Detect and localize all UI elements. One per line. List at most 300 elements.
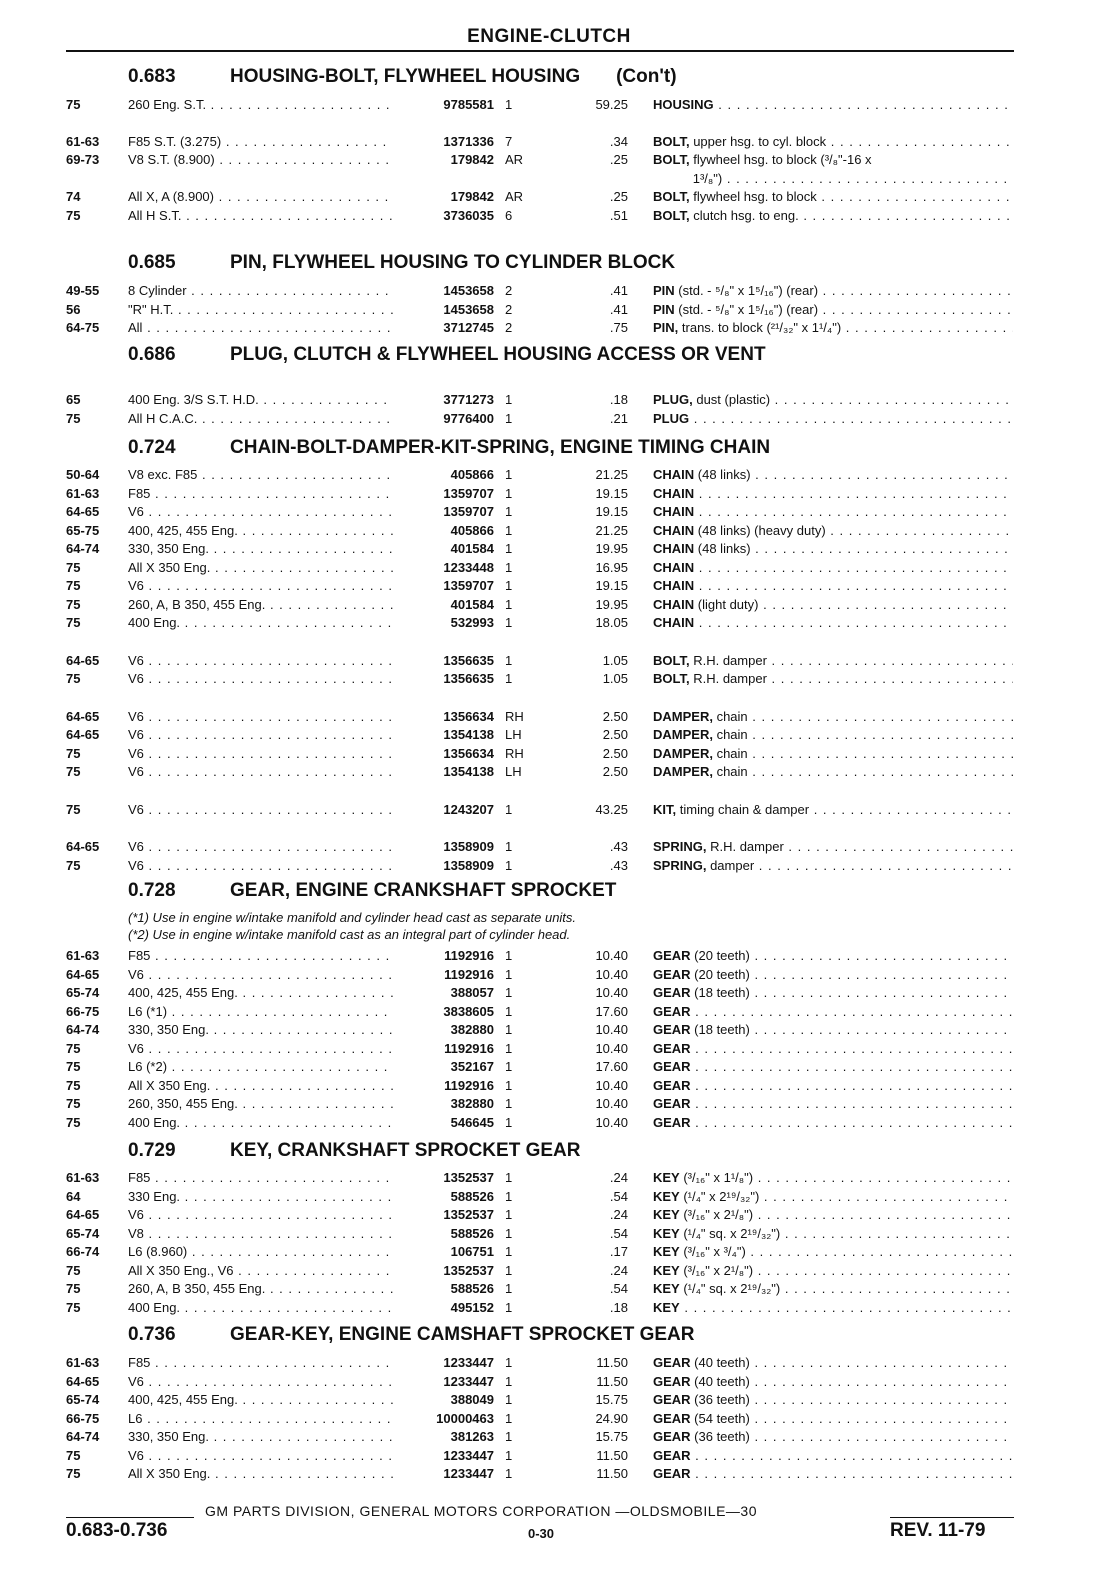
cell-application: V6 . . . [128, 503, 393, 521]
cell-price: 1.05 [602, 652, 628, 668]
cell-part-number: 1192916 [444, 1077, 494, 1093]
table-row [0, 1058, 1098, 1076]
cell-years: 65-75 [66, 522, 100, 538]
cell-part-number: 1192916 [444, 966, 494, 982]
cell-years: 65-74 [66, 1392, 100, 1407]
cell-description [653, 857, 1013, 875]
cell-application: 260, A, B 350, 455 Eng. . . . [128, 596, 393, 614]
cell-years: 75 [66, 671, 81, 686]
description-keyword: PIN [653, 283, 675, 298]
section-title: KEY, CRANKSHAFT SPROCKET GEAR [230, 1140, 581, 1161]
table-row [0, 391, 1098, 409]
cell-years: 75 [66, 1447, 81, 1463]
cell-price: 16.95 [595, 559, 628, 575]
cell-description [653, 1077, 1013, 1095]
cell-part-number: 9776400 [443, 410, 494, 426]
description-keyword: GEAR [653, 1022, 691, 1037]
description-detail: (¹/₄" x 2¹⁹/₃₂") [679, 1188, 760, 1204]
description-keyword: CHAIN [653, 522, 695, 538]
table-row [0, 1447, 1098, 1465]
cell-quantity: 1 [505, 966, 513, 982]
cell-years: 75 [66, 615, 81, 630]
cell-application: V6 . . . [128, 857, 393, 875]
cell-part-number: 382880 [450, 1096, 494, 1111]
cell-price: 19.95 [595, 596, 628, 612]
cell-description [653, 801, 1013, 819]
cell-price: 19.15 [595, 578, 628, 593]
table-row [0, 670, 1098, 688]
description-keyword: GEAR [653, 948, 691, 963]
cell-quantity: LH [505, 764, 522, 779]
cell-quantity: 1 [505, 1022, 513, 1037]
description-detail: (40 teeth) [690, 1373, 750, 1389]
cell-description [653, 726, 1013, 744]
cell-years: 56 [66, 301, 81, 317]
section-number: 0.686 [128, 344, 176, 365]
cell-part-number: 3736035 [443, 207, 494, 223]
cell-part-number: 405866 [450, 467, 494, 482]
cell-quantity: 1 [505, 1114, 513, 1130]
description-keyword: KEY [653, 1170, 680, 1185]
description-keyword: SPRING, [653, 857, 707, 873]
table-row [0, 559, 1098, 577]
cell-application: V8 S.T. (8.900) . . . [128, 151, 393, 169]
cell-description [653, 1095, 1013, 1113]
description-keyword: KEY [653, 1281, 680, 1296]
description-keyword: GEAR [653, 1429, 691, 1444]
section-title: GEAR-KEY, ENGINE CAMSHAFT SPROCKET GEAR [230, 1324, 695, 1345]
description-keyword: KEY [653, 1244, 680, 1259]
cell-application: L6 (8.960) . . . [128, 1243, 393, 1261]
cell-quantity: 1 [505, 839, 513, 854]
cell-description [653, 1206, 1013, 1224]
table-row [0, 540, 1098, 558]
cell-application: V6 . . . [128, 838, 393, 856]
description-keyword: KIT, [653, 801, 677, 817]
cell-price: .25 [609, 189, 628, 204]
cell-years: 75 [66, 1059, 81, 1074]
description-keyword: CHAIN [653, 504, 695, 519]
table-row [0, 1114, 1098, 1132]
description-detail: (36 teeth) [690, 1392, 750, 1407]
cell-part-number: 1359707 [443, 504, 494, 519]
cell-quantity: 1 [505, 1077, 513, 1093]
cell-years: 75 [66, 1114, 81, 1130]
description-detail: (³/₁₆" x 2¹/₈") [679, 1207, 754, 1222]
cell-description [653, 522, 1013, 540]
description-keyword: GEAR [653, 1466, 691, 1481]
cell-years: 65 [66, 392, 81, 407]
cell-application: V6 . . . [128, 652, 393, 670]
cell-part-number: 179842 [450, 152, 494, 167]
description-keyword: PLUG, [653, 392, 693, 407]
section-number: 0.729 [128, 1140, 176, 1161]
cell-price: 11.50 [596, 1447, 628, 1463]
cell-description [653, 1373, 1013, 1391]
cell-quantity: 1 [505, 801, 513, 817]
table-row [0, 577, 1098, 595]
cell-years: 64-65 [66, 504, 100, 519]
cell-years: 75 [66, 1281, 81, 1296]
cell-part-number: 1356634 [443, 708, 494, 724]
cell-part-number: 546645 [450, 1114, 494, 1130]
cell-years: 75 [66, 578, 81, 593]
cell-years: 66-74 [66, 1244, 100, 1259]
cell-description [653, 540, 1013, 558]
table-row [0, 1354, 1098, 1372]
footer-credit: GM PARTS DIVISION, GENERAL MOTORS CORPORATION —OLDSMOBILE—30 [205, 1503, 757, 1519]
cell-years: 64-65 [66, 652, 100, 668]
cell-quantity: 1 [505, 1410, 513, 1426]
cell-application: V6 . . . [128, 1447, 393, 1465]
cell-description [653, 614, 1013, 632]
cell-description [653, 282, 1013, 300]
cell-years: 75 [66, 559, 81, 575]
table-row [0, 1021, 1098, 1039]
cell-years: 64 [66, 1188, 81, 1204]
cell-description [653, 1447, 1013, 1465]
cell-quantity: 2 [505, 320, 513, 335]
description-detail: (³/₁₆" x 2¹/₈") [679, 1262, 754, 1278]
table-row [0, 96, 1098, 114]
section-title: HOUSING-BOLT, FLYWHEEL HOUSING [230, 66, 581, 87]
description-detail: (48 links) [694, 541, 751, 556]
section-footnote: (*2) Use in engine w/intake manifold cast as an integral part of cylinder head. [128, 927, 571, 942]
cell-part-number: 1453658 [443, 301, 494, 317]
cell-part-number: 588526 [450, 1281, 494, 1296]
description-keyword: CHAIN [653, 467, 695, 482]
cell-price: 10.40 [595, 966, 628, 982]
description-detail: trans. to block (²¹/₃₂" x 1¹/₄") [678, 320, 842, 335]
cell-price: 19.95 [595, 541, 628, 556]
cell-years: 64-74 [66, 1022, 100, 1037]
cell-years: 75 [66, 207, 81, 223]
cell-quantity: 1 [505, 1373, 513, 1389]
cell-application: V6 . . . [128, 577, 393, 595]
cell-years: 75 [66, 596, 81, 612]
cell-years: 75 [66, 764, 81, 779]
cell-application: F85 S.T. (3.275) . . . [128, 133, 393, 151]
cell-part-number: 352167 [450, 1059, 494, 1074]
table-row [0, 1262, 1098, 1280]
cell-price: 2.50 [602, 708, 628, 724]
cell-quantity: 1 [505, 857, 513, 873]
cell-application: All H S.T. . . . [128, 207, 393, 225]
cell-quantity: 1 [505, 1170, 513, 1185]
cell-application: All X 350 Eng. . . . [128, 559, 393, 577]
cell-price: 11.50 [596, 1373, 628, 1389]
cell-years: 61-63 [66, 1355, 100, 1370]
table-row [0, 1040, 1098, 1058]
description-keyword: GEAR [653, 1040, 691, 1056]
cell-years: 75 [66, 1299, 81, 1315]
table-row [0, 1206, 1098, 1224]
cell-description [653, 151, 1013, 169]
table-row [0, 1299, 1098, 1317]
cell-description [653, 1354, 1013, 1372]
cell-price: .54 [609, 1188, 628, 1204]
cell-price: 10.40 [595, 1114, 628, 1130]
cell-price: 10.40 [595, 985, 628, 1000]
description-keyword: DAMPER, [653, 745, 713, 761]
cell-years: 49-55 [66, 283, 100, 298]
cell-price: 10.40 [595, 1022, 628, 1037]
cell-application: 260 Eng. S.T. . . . [128, 96, 393, 114]
cell-price: 21.25 [595, 467, 628, 482]
cell-quantity: 1 [505, 671, 513, 686]
table-row [0, 947, 1098, 965]
cell-part-number: 3771273 [443, 392, 494, 407]
cell-years: 50-64 [66, 467, 100, 482]
cell-part-number: 1243207 [443, 801, 494, 817]
table-row [0, 726, 1098, 744]
cell-description [653, 1114, 1013, 1132]
cell-application: 330 Eng. . . . [128, 1188, 393, 1206]
cell-application: 400 Eng. . . . [128, 1299, 393, 1317]
cell-description [653, 1299, 1013, 1317]
cell-price: 15.75 [595, 1429, 628, 1444]
cell-description [653, 1003, 1013, 1021]
cell-part-number: 1453658 [443, 283, 494, 298]
cell-part-number: 588526 [450, 1225, 494, 1241]
cell-part-number: 1356635 [443, 652, 494, 668]
cell-price: 59.25 [595, 97, 628, 112]
cell-years: 64-65 [66, 727, 100, 742]
cell-application: L6 (*1) . . . [128, 1003, 393, 1021]
table-row [0, 614, 1098, 632]
table-row [0, 1391, 1098, 1409]
description-detail: (20 teeth) [690, 948, 750, 963]
cell-application: 400, 425, 455 Eng. . . . [128, 984, 393, 1002]
table-row [0, 1243, 1098, 1261]
cell-application: V6 . . . [128, 708, 393, 726]
cell-description [653, 652, 1013, 670]
cell-quantity: 1 [505, 578, 513, 593]
cell-price: 15.75 [595, 1392, 628, 1407]
cell-description [653, 1465, 1013, 1483]
cell-part-number: 1354138 [443, 727, 494, 742]
cell-application: 330, 350 Eng. . . . [128, 1428, 393, 1446]
cell-years: 66-75 [66, 1003, 100, 1019]
table-row [0, 596, 1098, 614]
footer-section-range: 0.683-0.736 [66, 1520, 168, 1541]
cell-application: 400 Eng. 3/S S.T. H.D. . . . [128, 391, 393, 409]
cell-quantity: 1 [505, 948, 513, 963]
description-detail: R.H. damper [689, 671, 767, 686]
cell-part-number: 1233448 [443, 559, 494, 575]
cell-quantity: 1 [505, 522, 513, 538]
cell-description [653, 984, 1013, 1002]
cell-application: 330, 350 Eng. . . . [128, 540, 393, 558]
section-title: CHAIN-BOLT-DAMPER-KIT-SPRING, ENGINE TIMING CHAIN [230, 437, 771, 458]
section-title: GEAR, ENGINE CRANKSHAFT SPROCKET [230, 880, 617, 901]
cell-part-number: 106751 [450, 1244, 494, 1259]
table-row [0, 1225, 1098, 1243]
cell-description [653, 391, 1013, 409]
description-keyword: PIN [653, 301, 675, 317]
cell-application: 400 Eng. . . . [128, 1114, 393, 1132]
cell-price: .54 [609, 1225, 628, 1241]
cell-application: F85 . . . [128, 1354, 393, 1372]
description-detail: chain [712, 764, 748, 779]
cell-part-number: 588526 [450, 1188, 494, 1204]
cell-part-number: 1233447 [443, 1373, 494, 1389]
cell-price: .54 [609, 1281, 628, 1296]
cell-years: 64-74 [66, 1429, 100, 1444]
section-title: PLUG, CLUTCH & FLYWHEEL HOUSING ACCESS OR VENT [230, 344, 766, 365]
cell-part-number: 1359707 [443, 485, 494, 501]
table-row [0, 410, 1098, 428]
cell-part-number: 1371336 [443, 133, 494, 149]
description-detail: (20 teeth) [690, 966, 750, 982]
cell-years: 74 [66, 189, 81, 204]
description-keyword: KEY [653, 1299, 680, 1315]
cell-description [653, 170, 1013, 188]
header-rule [66, 50, 1014, 52]
cell-part-number: 388049 [450, 1392, 494, 1407]
cell-application: 260, 350, 455 Eng. . . . [128, 1095, 393, 1113]
cell-application: All X, A (8.900) . . . [128, 188, 393, 206]
footer-page-number: 0-30 [528, 1526, 555, 1541]
cell-quantity: 1 [505, 1225, 513, 1241]
description-keyword: BOLT, [653, 652, 690, 668]
table-row [0, 282, 1098, 300]
cell-part-number: 1352537 [443, 1207, 494, 1222]
cell-quantity: 1 [505, 1059, 513, 1074]
cell-quantity: 1 [505, 504, 513, 519]
cell-application: 330, 350 Eng. . . . [128, 1021, 393, 1039]
table-row [0, 485, 1098, 503]
table-row [0, 1188, 1098, 1206]
cell-price: .18 [609, 1299, 628, 1315]
cell-quantity: 1 [505, 1096, 513, 1111]
description-keyword: BOLT, [653, 207, 690, 223]
description-detail: (¹/₄" sq. x 2¹⁹/₃₂") [679, 1225, 781, 1241]
description-keyword: CHAIN [653, 559, 695, 575]
cell-description [653, 1428, 1013, 1446]
description-detail: flywheel hsg. to block [689, 189, 817, 204]
section-number: 0.736 [128, 1324, 176, 1345]
cell-years: 64-65 [66, 708, 100, 724]
cell-price: 43.25 [595, 801, 628, 817]
cell-part-number: 10000463 [436, 1410, 494, 1426]
cell-description [653, 1188, 1013, 1206]
cell-price: .24 [609, 1207, 628, 1222]
cell-years: 64-75 [66, 320, 100, 335]
cell-application: F85 . . . [128, 485, 393, 503]
cell-quantity: RH [505, 745, 524, 761]
table-row [0, 1280, 1098, 1298]
description-keyword: PIN, [653, 320, 679, 335]
description-keyword: BOLT, [653, 671, 690, 686]
table-row [0, 1410, 1098, 1428]
cell-description [653, 966, 1013, 984]
cell-description [653, 577, 1013, 595]
cell-quantity: 1 [505, 485, 513, 501]
cell-quantity: AR [505, 152, 524, 167]
description-detail: (³/₁₆" x ³/₄") [679, 1244, 746, 1259]
description-keyword: KEY [653, 1262, 680, 1278]
cell-application: V6 . . . [128, 801, 393, 819]
table-row [0, 1095, 1098, 1113]
cell-description [653, 1169, 1013, 1187]
description-detail: damper [706, 857, 755, 873]
description-detail: (18 teeth) [690, 985, 750, 1000]
cell-years: 64-74 [66, 541, 100, 556]
cell-price: 10.40 [595, 1040, 628, 1056]
section-heading [128, 344, 766, 366]
cell-description [653, 1391, 1013, 1409]
cell-price: 18.05 [595, 615, 628, 630]
cell-quantity: 1 [505, 1299, 513, 1315]
cell-description [653, 1410, 1013, 1428]
cell-price: .43 [609, 839, 628, 854]
table-row [0, 466, 1098, 484]
cell-application: All X 350 Eng. . . . [128, 1465, 393, 1483]
cell-application: All H C.A.C. . . . [128, 410, 393, 428]
section-heading [128, 880, 616, 902]
table-row [0, 652, 1098, 670]
description-keyword: KEY [653, 1225, 680, 1241]
cell-quantity: 1 [505, 1355, 513, 1370]
description-keyword: BOLT, [653, 152, 690, 167]
cell-price: 2.50 [602, 745, 628, 761]
cell-description [653, 1243, 1013, 1261]
cell-years: 64-65 [66, 1207, 100, 1222]
cell-quantity: 1 [505, 1244, 513, 1259]
cell-part-number: 1356634 [443, 745, 494, 761]
description-detail: R.H. damper [706, 839, 784, 854]
cell-application: 400 Eng. . . . [128, 614, 393, 632]
description-detail: (48 links) (heavy duty) [694, 522, 826, 538]
cell-description [653, 559, 1013, 577]
cell-part-number: 1233447 [443, 1466, 494, 1481]
cell-years: 65-74 [66, 1225, 100, 1241]
cell-years: 61-63 [66, 948, 100, 963]
description-detail: (std. - ⁵/₈" x 1⁵/₁₆") (rear) [674, 283, 819, 298]
cell-quantity: 1 [505, 410, 513, 426]
description-keyword: CHAIN [653, 596, 695, 612]
description-detail: (18 teeth) [690, 1022, 750, 1037]
cell-part-number: 3712745 [443, 320, 494, 335]
cell-description [653, 1058, 1013, 1076]
description-keyword: HOUSING [653, 97, 714, 112]
cell-application: All . . . [128, 319, 393, 337]
cell-price: 21.25 [595, 522, 628, 538]
cell-years: 75 [66, 1077, 81, 1093]
cell-description [653, 485, 1013, 503]
description-detail: chain [712, 727, 748, 742]
cell-part-number: 381263 [450, 1429, 494, 1444]
description-keyword: SPRING, [653, 839, 707, 854]
cell-quantity: 1 [505, 1040, 513, 1056]
cell-price: 24.90 [595, 1410, 628, 1426]
description-keyword: CHAIN [653, 485, 695, 501]
cell-part-number: 1352537 [443, 1170, 494, 1185]
table-row [0, 133, 1098, 151]
description-keyword: GEAR [653, 966, 691, 982]
cell-quantity: 6 [505, 207, 513, 223]
description-keyword: CHAIN [653, 578, 695, 593]
cell-application: V6 . . . [128, 726, 393, 744]
description-keyword: GEAR [653, 1355, 691, 1370]
cell-quantity: 1 [505, 985, 513, 1000]
page-header-title: ENGINE-CLUTCH [467, 26, 631, 47]
description-detail: (std. - ⁵/₈" x 1⁵/₁₆") (rear) [674, 301, 819, 317]
cell-quantity: 1 [505, 541, 513, 556]
cell-description [653, 207, 1013, 225]
description-keyword: GEAR [653, 1392, 691, 1407]
